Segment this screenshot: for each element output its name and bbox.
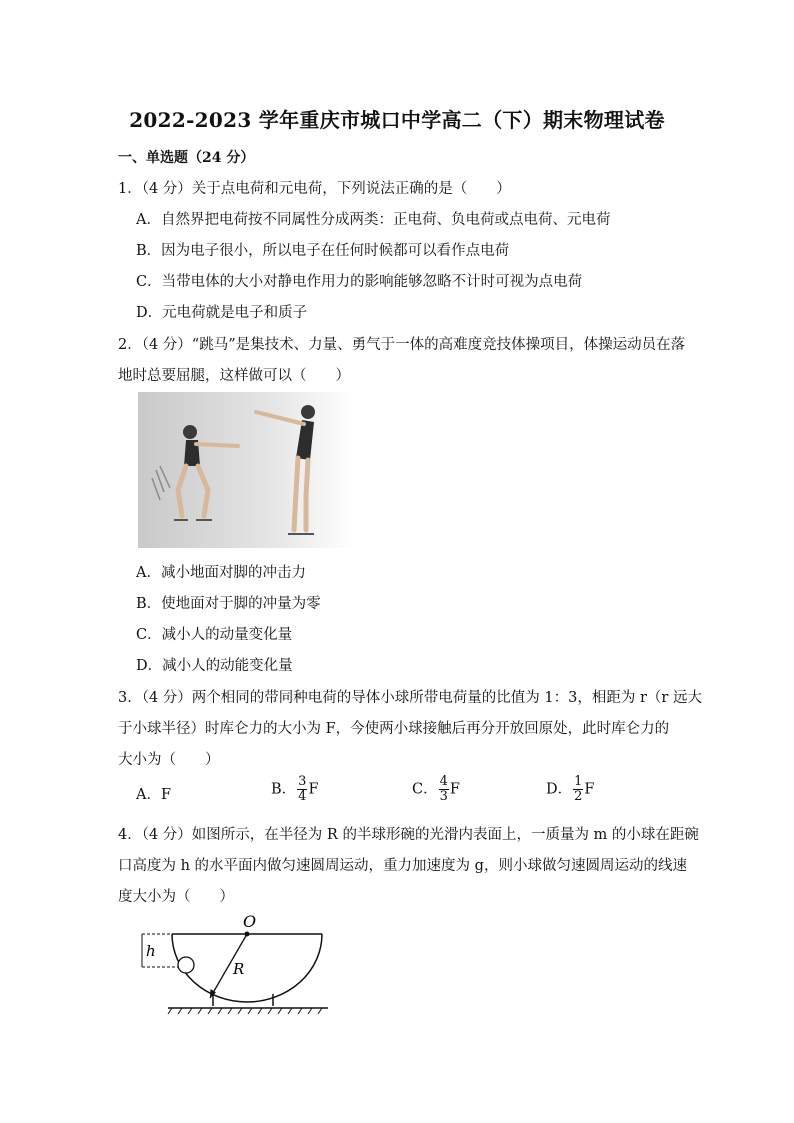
option-c-unit: F: [449, 781, 460, 798]
question-1-option-c[interactable]: C．当带电体的大小对静电作用力的影响能够忽略不计时可视为点电荷: [136, 274, 583, 290]
ground-hatching: [168, 1008, 322, 1014]
ball: [178, 957, 194, 973]
question-1-stem: 1．（4 分）关于点电荷和元电荷，下列说法正确的是（ ）: [118, 181, 511, 197]
option-d-fraction: [573, 775, 583, 804]
label-o: O: [243, 912, 257, 931]
option-d-denominator: 2: [574, 789, 583, 804]
option-c-denominator: 3: [439, 789, 448, 804]
question-4-stem-line-1: 4．（4 分）如图所示，在半径为 R 的半球形碗的光滑内表面上，一质量为 m 的小球在距碗: [118, 827, 699, 843]
bowl-arc: [172, 934, 322, 1002]
option-b-numerator: 3: [298, 774, 307, 789]
question-3-option-c[interactable]: [412, 775, 460, 804]
option-d-prefix: D．: [546, 781, 573, 798]
label-h: h: [146, 942, 156, 960]
option-c-fraction: [439, 775, 449, 804]
question-3-option-a[interactable]: A．F: [136, 787, 172, 803]
option-c-prefix: C．: [412, 781, 438, 798]
question-4-stem-line-3: 度大小为（ ）: [118, 889, 234, 905]
option-b-prefix: B．: [271, 781, 297, 798]
question-3-stem-line-1: 3．（4 分）两个相同的带同种电荷的导体小球所带电荷量的比值为 1：3，相距为 r（r 远大: [118, 690, 702, 706]
question-3-stem-line-2: 于小球半径）时库仑力的大小为 F，今使两小球接触后再分开放回原处，此时库仑力的: [118, 721, 670, 737]
label-r: R: [233, 960, 245, 978]
question-2-option-d[interactable]: D．减小人的动能变化量: [136, 658, 293, 674]
option-d-unit: F: [584, 781, 595, 798]
question-3-stem-line-3: 大小为（ ）: [118, 752, 220, 768]
question-1-option-b[interactable]: B．因为电子很小，所以电子在任何时候都可以看作点电荷: [136, 243, 510, 259]
option-d-numerator: 1: [574, 774, 583, 789]
question-4-stem-line-2: 口高度为 h 的水平面内做匀速圆周运动，重力加速度为 g，则小球做匀速圆周运动的线速: [118, 858, 687, 874]
option-c-numerator: 4: [439, 774, 448, 789]
page-title: 2022-2023 学年重庆市城口中学高二（下）期末物理试卷: [129, 108, 665, 132]
question-1-option-a[interactable]: A．自然界把电荷按不同属性分成两类：正电荷、负电荷或点电荷、元电荷: [136, 212, 611, 228]
question-2-option-c[interactable]: C．减小人的动量变化量: [136, 627, 293, 643]
question-2-option-a[interactable]: A．减小地面对脚的冲击力: [136, 565, 306, 581]
question-3-option-b[interactable]: [271, 775, 319, 804]
gymnasts-illustration: [138, 392, 354, 548]
question-2-stem-line-2: 地时总要屈腿，这样做可以（ ）: [118, 368, 350, 384]
option-b-unit: F: [308, 781, 319, 798]
question-3-option-d[interactable]: [546, 775, 594, 804]
question-1-option-d[interactable]: D．元电荷就是电子和质子: [136, 305, 308, 321]
question-2-option-b[interactable]: B．使地面对于脚的冲量为零: [136, 596, 321, 612]
section-heading: 一、单选题（24 分）: [118, 150, 255, 166]
hemispherical-bowl-diagram: [130, 912, 330, 1024]
option-b-fraction: [297, 775, 307, 804]
option-b-denominator: 4: [298, 789, 307, 804]
question-2-stem-line-1: 2．（4 分）“跳马”是集技术、力量、勇气于一体的高难度竞技体操项目，体操运动员在落: [118, 337, 686, 353]
